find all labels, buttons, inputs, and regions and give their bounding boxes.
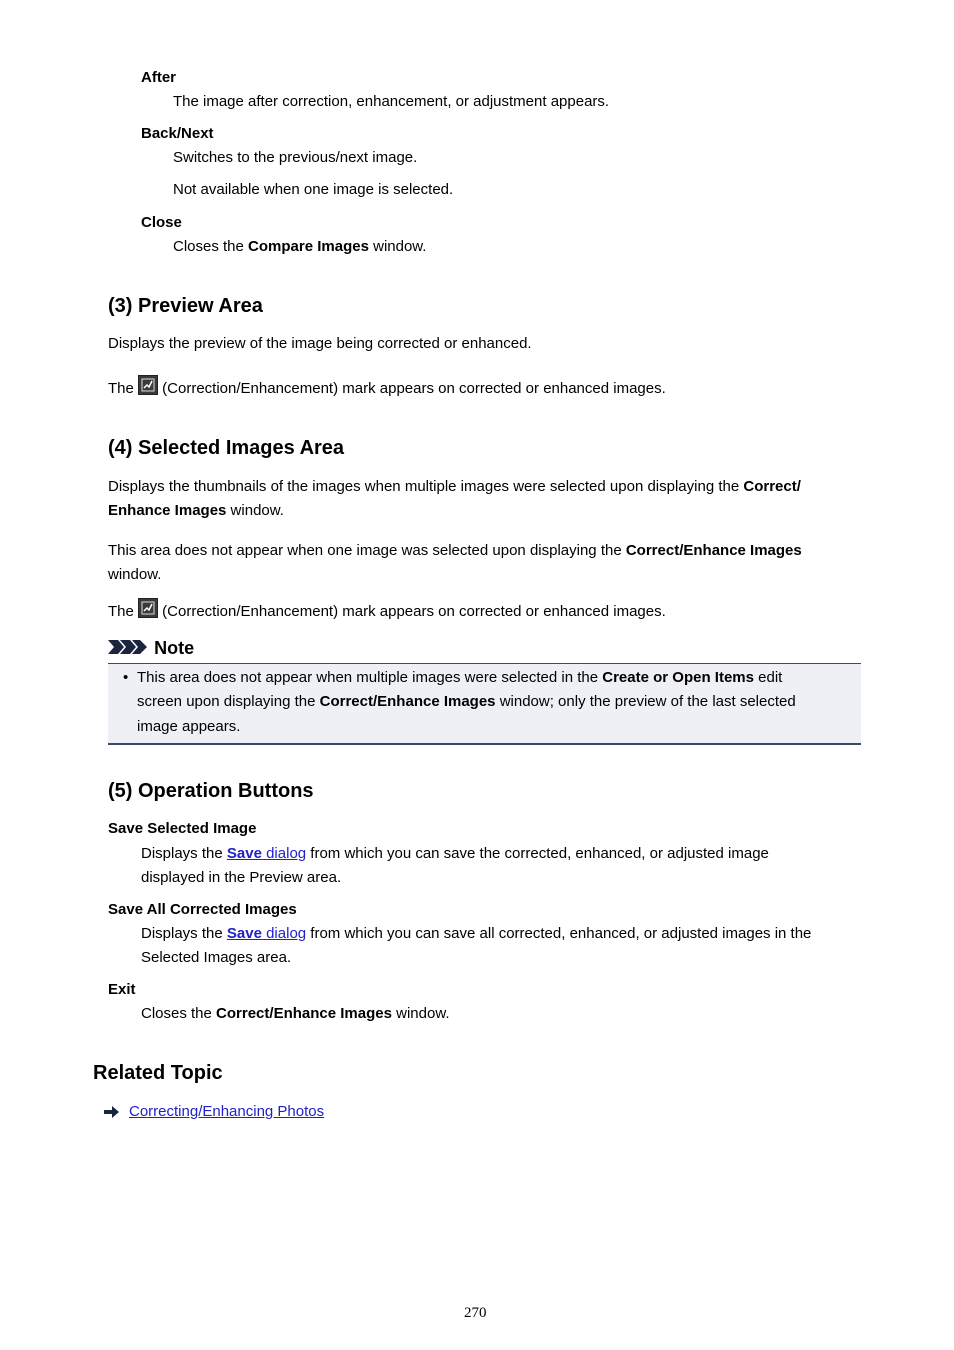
- arrow-right-icon: [104, 1105, 120, 1123]
- desc-after: The image after correction, enhancement, or adjustment appears.: [173, 93, 610, 110]
- save-selected-pre: Displays the: [141, 845, 227, 862]
- desc-close-bold: Compare Images: [248, 238, 369, 255]
- selected-p2-pre: This area does not appear when one image was selected upon displaying the: [108, 542, 626, 559]
- note-l1-pre: This area does not appear when multiple images were selected in the: [137, 669, 603, 686]
- preview-p2-post: (Correction/Enhancement) mark appears on corrected or enhanced images.: [158, 380, 666, 397]
- exit-pre: Closes the: [141, 1005, 217, 1022]
- correction-mark-icon: [138, 375, 158, 395]
- selected-p1-line2-bold: Enhance Images: [108, 502, 227, 519]
- save-dialog-link-text[interactable]: dialog: [261, 925, 307, 942]
- selected-p2-line1: [108, 542, 802, 559]
- selected-p1-line2: [108, 502, 284, 519]
- note-line3: image appears.: [137, 718, 241, 735]
- preview-p2-pre: The: [108, 380, 139, 397]
- preview-p1: Displays the preview of the image being corrected or enhanced.: [108, 335, 532, 352]
- selected-p2-line2: window.: [108, 566, 162, 583]
- exit-post: window.: [391, 1005, 450, 1022]
- note-l2-bold: Correct/Enhance Images: [319, 693, 496, 710]
- selected-p3: [108, 598, 666, 620]
- term-save-all-corrected-images: Save All Corrected Images: [108, 901, 297, 918]
- note-arrows-icon: [108, 639, 148, 659]
- save-dialog-link[interactable]: [227, 925, 306, 942]
- desc-close: [173, 238, 426, 255]
- save-selected-post: from which you can save the corrected, enhanced, or adjusted image: [306, 845, 769, 862]
- selected-p1-line1: [108, 478, 801, 495]
- save-all-pre: Displays the: [141, 925, 227, 942]
- selected-p1-bold: Correct/: [743, 478, 801, 495]
- note-header: [108, 638, 194, 658]
- note-bullet: •: [123, 669, 129, 686]
- heading-preview-area: (3) Preview Area: [108, 295, 263, 317]
- desc-back-next-1: Switches to the previous/next image.: [173, 149, 418, 166]
- selected-p3-pre: The: [108, 603, 139, 620]
- term-exit: Exit: [108, 981, 136, 998]
- selected-p1-line2-post: window.: [226, 502, 284, 519]
- note-line2: [137, 693, 796, 710]
- save-selected-line1: [141, 845, 769, 862]
- term-after: After: [141, 69, 177, 86]
- heading-selected-images-area: (4) Selected Images Area: [108, 437, 345, 459]
- selected-p3-post: (Correction/Enhancement) mark appears on corrected or enhanced images.: [158, 603, 666, 620]
- save-dialog-link-text[interactable]: dialog: [261, 845, 307, 862]
- save-dialog-link-bold[interactable]: Save: [226, 925, 262, 942]
- related-link-correcting-enhancing-photos[interactable]: Correcting/Enhancing Photos: [129, 1103, 325, 1120]
- heading-operation-buttons: (5) Operation Buttons: [108, 780, 314, 802]
- preview-p2: [108, 375, 666, 397]
- correction-mark-icon: [138, 598, 158, 618]
- save-all-post: from which you can save all corrected, enhanced, or adjusted images in the: [306, 925, 812, 942]
- note-l2-post: window; only the preview of the last selected: [495, 693, 796, 710]
- page-number: 270: [464, 1305, 487, 1321]
- save-selected-line2: displayed in the Preview area.: [141, 869, 342, 886]
- heading-related-topic: Related Topic: [93, 1062, 223, 1084]
- save-dialog-link-bold[interactable]: Save: [226, 845, 262, 862]
- save-all-line1: [141, 925, 811, 942]
- desc-close-post: window.: [368, 238, 427, 255]
- desc-close-pre: Closes the: [173, 238, 249, 255]
- selected-p1-pre: Displays the thumbnails of the images when multiple images were selected upon displaying the: [108, 478, 744, 495]
- exit-desc: [141, 1005, 450, 1022]
- save-all-line2: Selected Images area.: [141, 949, 292, 966]
- exit-bold: Correct/Enhance Images: [216, 1005, 392, 1022]
- term-close: Close: [141, 214, 182, 231]
- note-line1: [137, 669, 782, 686]
- desc-back-next-2: Not available when one image is selected.: [173, 181, 454, 198]
- note-title: Note: [154, 638, 195, 658]
- note-l1-post: edit: [753, 669, 783, 686]
- note-l1-bold: Create or Open Items: [602, 669, 754, 686]
- note-l2-pre: screen upon displaying the: [137, 693, 320, 710]
- save-dialog-link[interactable]: [227, 845, 306, 862]
- term-save-selected-image: Save Selected Image: [108, 820, 257, 837]
- selected-p2-bold: Correct/Enhance Images: [625, 542, 802, 559]
- term-back-next: Back/Next: [141, 125, 214, 142]
